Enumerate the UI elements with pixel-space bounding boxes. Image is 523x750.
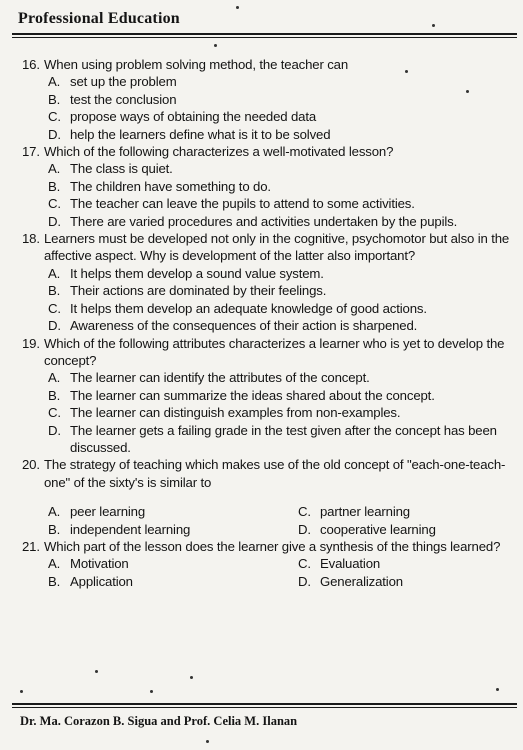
option-19-a xyxy=(22,369,512,386)
option-19-d xyxy=(22,422,512,457)
question-stem: The strategy of teaching which makes use of the old concept of "each-one-teach-one" of the sixty's is similar to xyxy=(44,457,506,490)
option-text: There are varied procedures and activities undertaken by the pupils. xyxy=(70,213,458,229)
page-footer-authors: Dr. Ma. Corazon B. Sigua and Prof. Celia M. Ilanan xyxy=(20,714,298,728)
option-20-a xyxy=(22,503,298,520)
option-17-d xyxy=(22,213,512,230)
option-17-a xyxy=(22,160,512,177)
option-18-c xyxy=(22,300,512,317)
option-text: The learner can identify the attributes of the concept. xyxy=(70,370,370,386)
header-rule-thin xyxy=(12,37,517,38)
scan-speck xyxy=(20,690,23,693)
option-text: test the conclusion xyxy=(70,91,177,107)
question-stem: Which of the following characterizes a well-motivated lesson? xyxy=(44,144,394,160)
question-21 xyxy=(22,538,512,555)
option-text: peer learning xyxy=(70,504,146,520)
option-letter: A. xyxy=(48,556,61,572)
option-text: The class is quiet. xyxy=(70,161,173,177)
question-number: 18. xyxy=(22,231,40,247)
option-text: Motivation xyxy=(70,556,129,572)
option-16-b xyxy=(22,91,512,108)
option-20-c xyxy=(298,503,436,520)
question-number: 17. xyxy=(22,144,40,160)
option-text: independent learning xyxy=(70,521,191,537)
scan-speck xyxy=(150,690,153,693)
option-letter: A. xyxy=(48,265,61,281)
option-letter: C. xyxy=(48,196,61,212)
page-header-title: Professional Education xyxy=(18,10,180,27)
question-stem: Which of the following attributes characterizes a learner who is yet to develop the concept? xyxy=(44,335,505,368)
scan-speck xyxy=(432,24,435,27)
option-letter: C. xyxy=(48,405,61,421)
scan-speck xyxy=(236,6,239,9)
option-21-b xyxy=(22,573,298,590)
option-letter: B. xyxy=(48,178,61,194)
option-21-a xyxy=(22,555,298,572)
option-letter: A. xyxy=(48,370,61,386)
scan-speck xyxy=(95,670,98,673)
options-column-right xyxy=(298,555,403,590)
question-stem: When using problem solving method, the teacher can xyxy=(44,57,349,72)
option-letter: B. xyxy=(48,387,61,403)
option-text: Application xyxy=(70,573,133,589)
option-letter: D. xyxy=(48,126,61,142)
question-number: 20. xyxy=(22,457,40,473)
footer-rule-thin xyxy=(12,707,517,708)
option-19-b xyxy=(22,387,512,404)
option-text: The teacher can leave the pupils to attend to some activities. xyxy=(70,196,415,212)
header-rule xyxy=(12,33,517,35)
options-column-right xyxy=(298,503,436,538)
footer-rule xyxy=(12,703,517,705)
question-number: 19. xyxy=(22,335,40,351)
option-letter: A. xyxy=(48,161,61,177)
option-letter: A. xyxy=(48,504,61,520)
option-letter: C. xyxy=(298,556,311,572)
option-letter: C. xyxy=(298,504,311,520)
option-text: partner learning xyxy=(320,504,410,520)
option-letter: B. xyxy=(48,521,61,537)
scan-speck xyxy=(206,740,209,743)
scan-speck xyxy=(190,676,193,679)
option-letter: D. xyxy=(48,213,61,229)
scan-speck xyxy=(214,44,217,47)
option-16-d xyxy=(22,126,512,143)
option-text: set up the problem xyxy=(70,74,177,90)
option-letter: B. xyxy=(48,283,61,299)
option-letter: C. xyxy=(48,300,61,316)
option-letter: D. xyxy=(298,573,311,589)
option-21-d xyxy=(298,573,403,590)
option-text: propose ways of obtaining the needed data xyxy=(70,109,317,125)
option-text: It helps them develop an adequate knowledge of good actions. xyxy=(70,300,427,316)
options-column-left xyxy=(22,555,298,590)
option-letter: C. xyxy=(48,109,61,125)
question-number: 21. xyxy=(22,538,40,554)
question-17 xyxy=(22,143,512,160)
option-18-b xyxy=(22,282,512,299)
question-16 xyxy=(22,56,512,73)
option-text: The children have something to do. xyxy=(70,178,271,194)
scan-speck xyxy=(405,70,408,73)
option-18-a xyxy=(22,265,512,282)
option-text: Evaluation xyxy=(320,556,381,572)
option-21-c xyxy=(298,555,403,572)
options-grid-20 xyxy=(22,503,512,538)
question-20 xyxy=(22,456,512,491)
option-17-b xyxy=(22,178,512,195)
option-letter: B. xyxy=(48,91,61,107)
option-17-c xyxy=(22,195,512,212)
option-text: Generalization xyxy=(320,573,403,589)
options-grid-21 xyxy=(22,555,512,590)
option-letter: D. xyxy=(48,422,61,438)
options-column-left xyxy=(22,503,298,538)
option-16-c xyxy=(22,108,512,125)
question-19 xyxy=(22,335,512,370)
option-text: Their actions are dominated by their feelings. xyxy=(70,283,327,299)
option-20-d xyxy=(298,521,436,538)
option-19-c xyxy=(22,404,512,421)
option-16-a xyxy=(22,73,512,90)
question-stem: Learners must be developed not only in the cognitive, psychomotor but also in the affective aspect. Why is development of the latter also important? xyxy=(44,231,510,264)
option-letter: D. xyxy=(298,521,311,537)
option-text: The learner can distinguish examples from non-examples. xyxy=(70,405,401,421)
scan-speck xyxy=(496,688,499,691)
option-text: help the learners define what is it to be solved xyxy=(70,126,331,142)
option-letter: D. xyxy=(48,318,61,334)
option-text: Awareness of the consequences of their action is sharpened. xyxy=(70,318,418,334)
questions-content xyxy=(22,56,512,590)
option-text: cooperative learning xyxy=(320,521,436,537)
question-18 xyxy=(22,230,512,265)
scan-speck xyxy=(466,90,469,93)
option-text: The learner can summarize the ideas shared about the concept. xyxy=(70,387,435,403)
option-text: It helps them develop a sound value system. xyxy=(70,265,324,281)
question-number: 16. xyxy=(22,57,40,72)
option-letter: B. xyxy=(48,573,61,589)
option-18-d xyxy=(22,317,512,334)
option-letter: A. xyxy=(48,74,61,90)
option-20-b xyxy=(22,521,298,538)
question-stem: Which part of the lesson does the learner give a synthesis of the things learned? xyxy=(44,538,501,554)
option-text: The learner gets a failing grade in the test given after the concept has been discussed. xyxy=(70,422,497,455)
